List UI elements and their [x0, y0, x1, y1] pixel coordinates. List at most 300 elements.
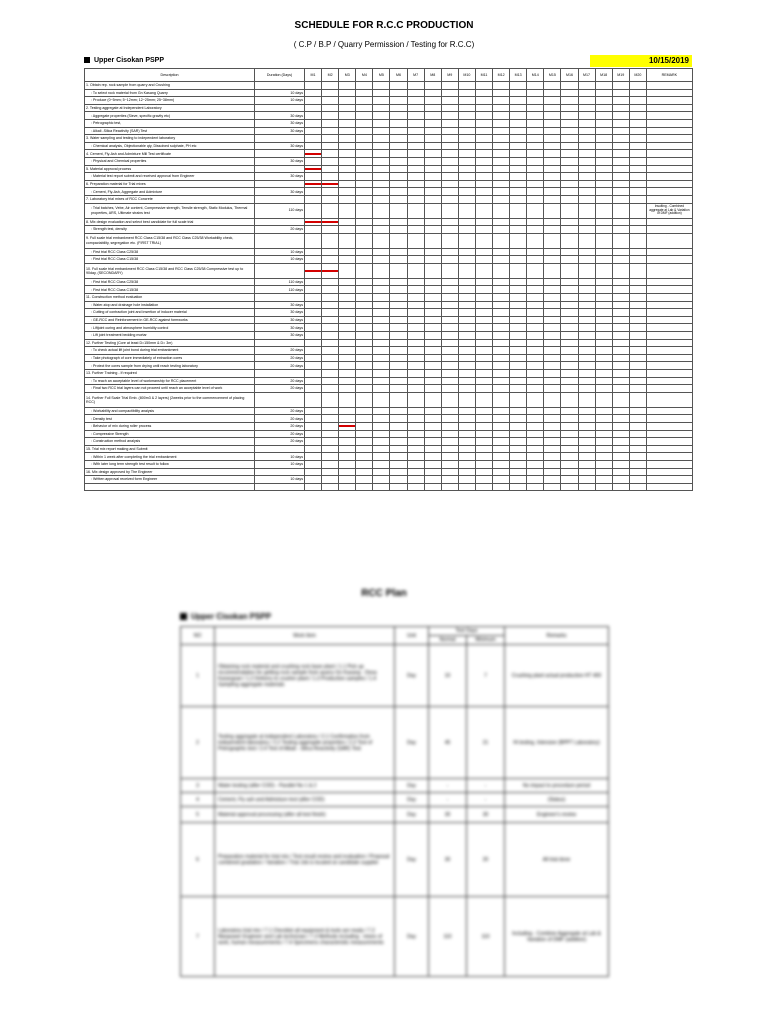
month-cell	[493, 226, 510, 234]
month-cell	[441, 377, 458, 385]
month-cell	[305, 460, 322, 468]
plan-cell-no: 7	[181, 897, 215, 977]
month-cell	[407, 407, 424, 415]
month-cell	[339, 370, 356, 378]
row-description: 14. Further Full Scale Trial Emb. (800m3 & 2 layers) (2weeks prior to the commencement of placing RCC)	[85, 392, 255, 407]
month-cell	[305, 104, 322, 112]
month-cell	[339, 415, 356, 423]
month-cell	[390, 301, 407, 309]
month-cell	[441, 347, 458, 355]
month-cell	[475, 377, 492, 385]
month-cell	[510, 278, 527, 286]
month-cell	[373, 377, 390, 385]
month-cell	[390, 392, 407, 407]
row-description: 13. Further Training - If required	[85, 370, 255, 378]
month-cell	[339, 82, 356, 90]
month-cell	[544, 476, 561, 484]
month-cell	[578, 377, 595, 385]
month-cell	[578, 468, 595, 476]
month-cell	[475, 233, 492, 248]
month-cell	[322, 377, 339, 385]
month-cell	[458, 445, 475, 453]
month-cell	[390, 316, 407, 324]
month-cell	[407, 453, 424, 461]
month-cell	[407, 135, 424, 143]
schedule-row	[85, 248, 693, 256]
month-cell	[612, 332, 629, 340]
month-cell	[544, 142, 561, 150]
month-cell	[390, 157, 407, 165]
month-cell	[373, 415, 390, 423]
month-cell	[561, 324, 578, 332]
month-cell	[424, 476, 441, 484]
row-duration: 110 days	[255, 286, 305, 294]
row-description: 11. Construction method evaluation	[85, 294, 255, 302]
month-cell	[561, 203, 578, 218]
month-cell	[458, 316, 475, 324]
month-cell	[527, 150, 544, 158]
month-cell	[458, 301, 475, 309]
month-cell	[510, 483, 527, 491]
month-cell	[544, 278, 561, 286]
month-cell	[339, 483, 356, 491]
plan-row	[181, 793, 609, 807]
schedule-row	[85, 309, 693, 317]
schedule-row	[85, 377, 693, 385]
month-cell	[458, 468, 475, 476]
month-cell	[339, 476, 356, 484]
plan-cell-normal: 30	[429, 823, 467, 897]
header-remark: REMARK	[646, 69, 692, 82]
month-cell	[407, 370, 424, 378]
month-cell	[305, 468, 322, 476]
month-cell	[390, 226, 407, 234]
month-cell	[493, 316, 510, 324]
month-cell	[493, 218, 510, 226]
month-cell	[305, 157, 322, 165]
month-cell	[390, 407, 407, 415]
month-cell	[356, 256, 373, 264]
month-cell	[493, 127, 510, 135]
month-cell	[544, 89, 561, 97]
month-cell	[424, 89, 441, 97]
month-cell	[595, 248, 612, 256]
month-cell	[493, 422, 510, 430]
month-cell	[612, 218, 629, 226]
month-cell	[373, 445, 390, 453]
month-cell	[578, 188, 595, 196]
month-cell	[458, 203, 475, 218]
month-cell	[475, 316, 492, 324]
month-cell	[612, 278, 629, 286]
month-cell	[322, 407, 339, 415]
month-cell	[339, 233, 356, 248]
month-cell	[373, 203, 390, 218]
schedule-row	[85, 430, 693, 438]
month-cell	[493, 188, 510, 196]
month-cell	[612, 316, 629, 324]
month-cell	[493, 142, 510, 150]
month-cell	[407, 354, 424, 362]
month-cell	[561, 218, 578, 226]
plan-cell-item: Water testing (after COD) - Parallel No 1 & 2	[215, 779, 395, 793]
month-cell	[356, 415, 373, 423]
month-cell	[629, 256, 646, 264]
month-cell	[544, 127, 561, 135]
month-cell	[407, 278, 424, 286]
month-cell	[475, 385, 492, 393]
plan-cell-item: Laboratory trial mix / 7.1 Checklist all equipment & tools are ready / 7.2 Manpower Engineer and Lab technician / 7.3 Methods including - mixes of work, human measurements / 7.4 Specimens characteristic measurements	[215, 897, 395, 977]
month-cell	[339, 127, 356, 135]
month-cell	[458, 377, 475, 385]
month-cell	[595, 407, 612, 415]
month-cell	[339, 173, 356, 181]
month-cell	[458, 150, 475, 158]
row-description: 16. Mix design approved by The Engineer	[85, 468, 255, 476]
month-cell	[561, 339, 578, 347]
month-cell	[510, 218, 527, 226]
plan-cell-normal: -	[429, 779, 467, 793]
month-cell	[407, 112, 424, 120]
row-description: : Alkali -Silica Reactivity (SAR) Test	[85, 127, 255, 135]
month-cell	[407, 316, 424, 324]
month-cell	[578, 445, 595, 453]
month-cell	[612, 415, 629, 423]
month-cell	[544, 180, 561, 188]
month-cell	[424, 104, 441, 112]
month-cell	[458, 370, 475, 378]
month-cell	[424, 203, 441, 218]
month-cell	[458, 309, 475, 317]
month-cell	[339, 286, 356, 294]
month-cell	[322, 460, 339, 468]
row-remark	[646, 233, 692, 248]
month-cell	[373, 362, 390, 370]
schedule-row	[85, 278, 693, 286]
row-duration: 30 days	[255, 188, 305, 196]
month-cell	[373, 135, 390, 143]
month-cell	[356, 157, 373, 165]
month-cell	[544, 309, 561, 317]
schedule-row	[85, 476, 693, 484]
month-cell	[424, 422, 441, 430]
month-cell	[475, 301, 492, 309]
row-duration	[255, 195, 305, 203]
month-cell	[356, 324, 373, 332]
month-cell	[441, 407, 458, 415]
month-cell	[441, 256, 458, 264]
month-cell	[458, 438, 475, 446]
month-cell	[305, 119, 322, 127]
month-cell	[339, 119, 356, 127]
schedule-bar	[305, 153, 321, 155]
month-cell	[322, 218, 339, 226]
month-cell	[424, 135, 441, 143]
month-cell	[561, 135, 578, 143]
month-cell	[356, 89, 373, 97]
month-cell	[578, 407, 595, 415]
month-cell	[527, 104, 544, 112]
month-cell	[493, 453, 510, 461]
month-cell	[356, 248, 373, 256]
row-remark	[646, 188, 692, 196]
month-cell	[373, 180, 390, 188]
month-cell	[441, 294, 458, 302]
month-cell	[578, 89, 595, 97]
month-cell	[407, 301, 424, 309]
header-month: M3	[339, 69, 356, 82]
month-cell	[578, 354, 595, 362]
month-cell	[595, 438, 612, 446]
month-cell	[407, 377, 424, 385]
month-cell	[305, 453, 322, 461]
month-cell	[544, 226, 561, 234]
month-cell	[373, 392, 390, 407]
project-label	[84, 57, 164, 64]
month-cell	[561, 407, 578, 415]
schedule-row	[85, 263, 693, 278]
month-cell	[407, 294, 424, 302]
month-cell	[441, 150, 458, 158]
month-cell	[458, 453, 475, 461]
month-cell	[441, 233, 458, 248]
month-cell	[595, 233, 612, 248]
month-cell	[356, 468, 373, 476]
month-cell	[578, 112, 595, 120]
month-cell	[458, 407, 475, 415]
month-cell	[373, 195, 390, 203]
month-cell	[407, 422, 424, 430]
month-cell	[561, 370, 578, 378]
month-cell	[510, 316, 527, 324]
month-cell	[475, 150, 492, 158]
page-subtitle: ( C.P / B.P / Quarry Permission / Testing for R.C.C)	[293, 40, 475, 49]
month-cell	[544, 256, 561, 264]
row-remark	[646, 263, 692, 278]
row-description: 9. Full scale trial embankment RCC Class C15/38 and RCC Class C25/38 Workability check, compactability, segregation etc. (FIRST TRIAL)	[85, 233, 255, 248]
month-cell	[356, 135, 373, 143]
month-cell	[407, 203, 424, 218]
month-cell	[373, 332, 390, 340]
plan-body	[181, 645, 609, 977]
row-duration: 30 days	[255, 316, 305, 324]
row-remark	[646, 407, 692, 415]
month-cell	[612, 142, 629, 150]
month-cell	[527, 445, 544, 453]
month-cell	[629, 157, 646, 165]
month-cell	[373, 165, 390, 173]
month-cell	[407, 468, 424, 476]
month-cell	[475, 119, 492, 127]
row-duration: 20 days	[255, 377, 305, 385]
month-cell	[544, 460, 561, 468]
row-remark	[646, 127, 692, 135]
month-cell	[322, 263, 339, 278]
month-cell	[407, 263, 424, 278]
month-cell	[356, 483, 373, 491]
month-cell	[424, 415, 441, 423]
month-cell	[424, 385, 441, 393]
month-cell	[578, 301, 595, 309]
row-remark	[646, 392, 692, 407]
month-cell	[510, 445, 527, 453]
month-cell	[322, 430, 339, 438]
month-cell	[544, 263, 561, 278]
month-cell	[356, 460, 373, 468]
month-cell	[322, 104, 339, 112]
month-cell	[527, 248, 544, 256]
month-cell	[612, 119, 629, 127]
month-cell	[629, 339, 646, 347]
month-cell	[322, 301, 339, 309]
month-cell	[339, 248, 356, 256]
month-cell	[458, 112, 475, 120]
month-cell	[527, 263, 544, 278]
row-description: : Physical and Chemical properties	[85, 157, 255, 165]
month-cell	[561, 294, 578, 302]
month-cell	[339, 430, 356, 438]
month-cell	[561, 97, 578, 105]
month-cell	[578, 248, 595, 256]
month-cell	[544, 150, 561, 158]
month-cell	[475, 324, 492, 332]
month-cell	[595, 362, 612, 370]
month-cell	[390, 354, 407, 362]
row-description: 4. Cement, Fly-Ash and Admixture Mill Test certificate	[85, 150, 255, 158]
month-cell	[424, 263, 441, 278]
month-cell	[356, 263, 373, 278]
schedule-bar	[322, 183, 338, 185]
row-description: : Strength test, density	[85, 226, 255, 234]
month-cell	[305, 165, 322, 173]
month-cell	[612, 173, 629, 181]
month-cell	[493, 476, 510, 484]
month-cell	[339, 460, 356, 468]
month-cell	[595, 332, 612, 340]
month-cell	[612, 263, 629, 278]
month-cell	[510, 119, 527, 127]
plan-row	[181, 823, 609, 897]
month-cell	[475, 256, 492, 264]
plan-row	[181, 779, 609, 793]
month-cell	[322, 385, 339, 393]
schedule-row	[85, 218, 693, 226]
month-cell	[424, 438, 441, 446]
month-cell	[544, 370, 561, 378]
month-cell	[305, 233, 322, 248]
month-cell	[561, 301, 578, 309]
month-cell	[305, 263, 322, 278]
month-cell	[373, 430, 390, 438]
row-remark	[646, 339, 692, 347]
month-cell	[305, 286, 322, 294]
month-cell	[441, 453, 458, 461]
month-cell	[493, 112, 510, 120]
month-cell	[441, 248, 458, 256]
month-cell	[493, 468, 510, 476]
plan-cell-item: Testing aggregate at independent Laboratory / 2.1 Confirmation from independent laboratory / 2.2 Testing aggregate properties / 2.3 Test of Petrographic test / 2.4 Test of Alkali - Silica Reactivity (SAR) Test	[215, 707, 395, 779]
month-cell	[475, 460, 492, 468]
month-cell	[527, 203, 544, 218]
schedule-row	[85, 135, 693, 143]
month-cell	[527, 173, 544, 181]
month-cell	[322, 256, 339, 264]
month-cell	[510, 385, 527, 393]
header-month: M1	[305, 69, 322, 82]
month-cell	[356, 392, 373, 407]
month-cell	[595, 278, 612, 286]
header-duration: Duration (Days)	[255, 69, 305, 82]
plan-cell-item: Obtaining rock material and crushing rock base plant / 1.1 Pick up recommendation for getting rock sample from quarry Gn Kasang - Desa Karangsari / 1.2 Delivery to crusher plant / 1.3 Production samples / 1.4 Sampling aggregate materials	[215, 645, 395, 707]
month-cell	[441, 127, 458, 135]
month-cell	[305, 377, 322, 385]
row-duration: 30 days	[255, 309, 305, 317]
month-cell	[356, 301, 373, 309]
month-cell	[305, 422, 322, 430]
month-cell	[441, 286, 458, 294]
month-cell	[475, 468, 492, 476]
month-cell	[561, 385, 578, 393]
row-remark	[646, 180, 692, 188]
month-cell	[424, 248, 441, 256]
row-duration: 20 days	[255, 415, 305, 423]
month-cell	[424, 316, 441, 324]
month-cell	[493, 263, 510, 278]
row-description: : Cement, Fly-Ash, Aggregate and Admixture	[85, 188, 255, 196]
row-duration: 20 days	[255, 430, 305, 438]
month-cell	[629, 370, 646, 378]
month-cell	[407, 256, 424, 264]
month-cell	[424, 430, 441, 438]
month-cell	[424, 370, 441, 378]
month-cell	[390, 286, 407, 294]
month-cell	[475, 203, 492, 218]
plan-cell-no: 3	[181, 779, 215, 793]
month-cell	[578, 438, 595, 446]
plan-header-unit: Unit	[395, 627, 429, 645]
month-cell	[629, 324, 646, 332]
month-cell	[458, 180, 475, 188]
month-cell	[493, 173, 510, 181]
month-cell	[612, 445, 629, 453]
plan-cell-normal: 45	[429, 707, 467, 779]
month-cell	[595, 476, 612, 484]
month-cell	[475, 309, 492, 317]
month-cell	[305, 278, 322, 286]
month-cell	[475, 445, 492, 453]
row-duration: 30 days	[255, 127, 305, 135]
month-cell	[424, 157, 441, 165]
month-cell	[629, 165, 646, 173]
month-cell	[390, 188, 407, 196]
plan-cell-no: 4	[181, 793, 215, 807]
month-cell	[612, 203, 629, 218]
month-cell	[527, 256, 544, 264]
row-description: : To reach an acceptable level of workmanship for RCC placement	[85, 377, 255, 385]
schedule-row	[85, 226, 693, 234]
month-cell	[595, 188, 612, 196]
row-remark	[646, 332, 692, 340]
month-cell	[407, 218, 424, 226]
plan-cell-remarks: Engineer's review	[505, 807, 609, 823]
month-cell	[356, 195, 373, 203]
plan-cell-normal: 30	[429, 807, 467, 823]
row-description: 12. Further Testing (Core at least D=150mm & D= 3m)	[85, 339, 255, 347]
month-cell	[441, 445, 458, 453]
row-remark	[646, 165, 692, 173]
plan-header-test-days: Test Days	[429, 627, 505, 636]
month-cell	[390, 82, 407, 90]
